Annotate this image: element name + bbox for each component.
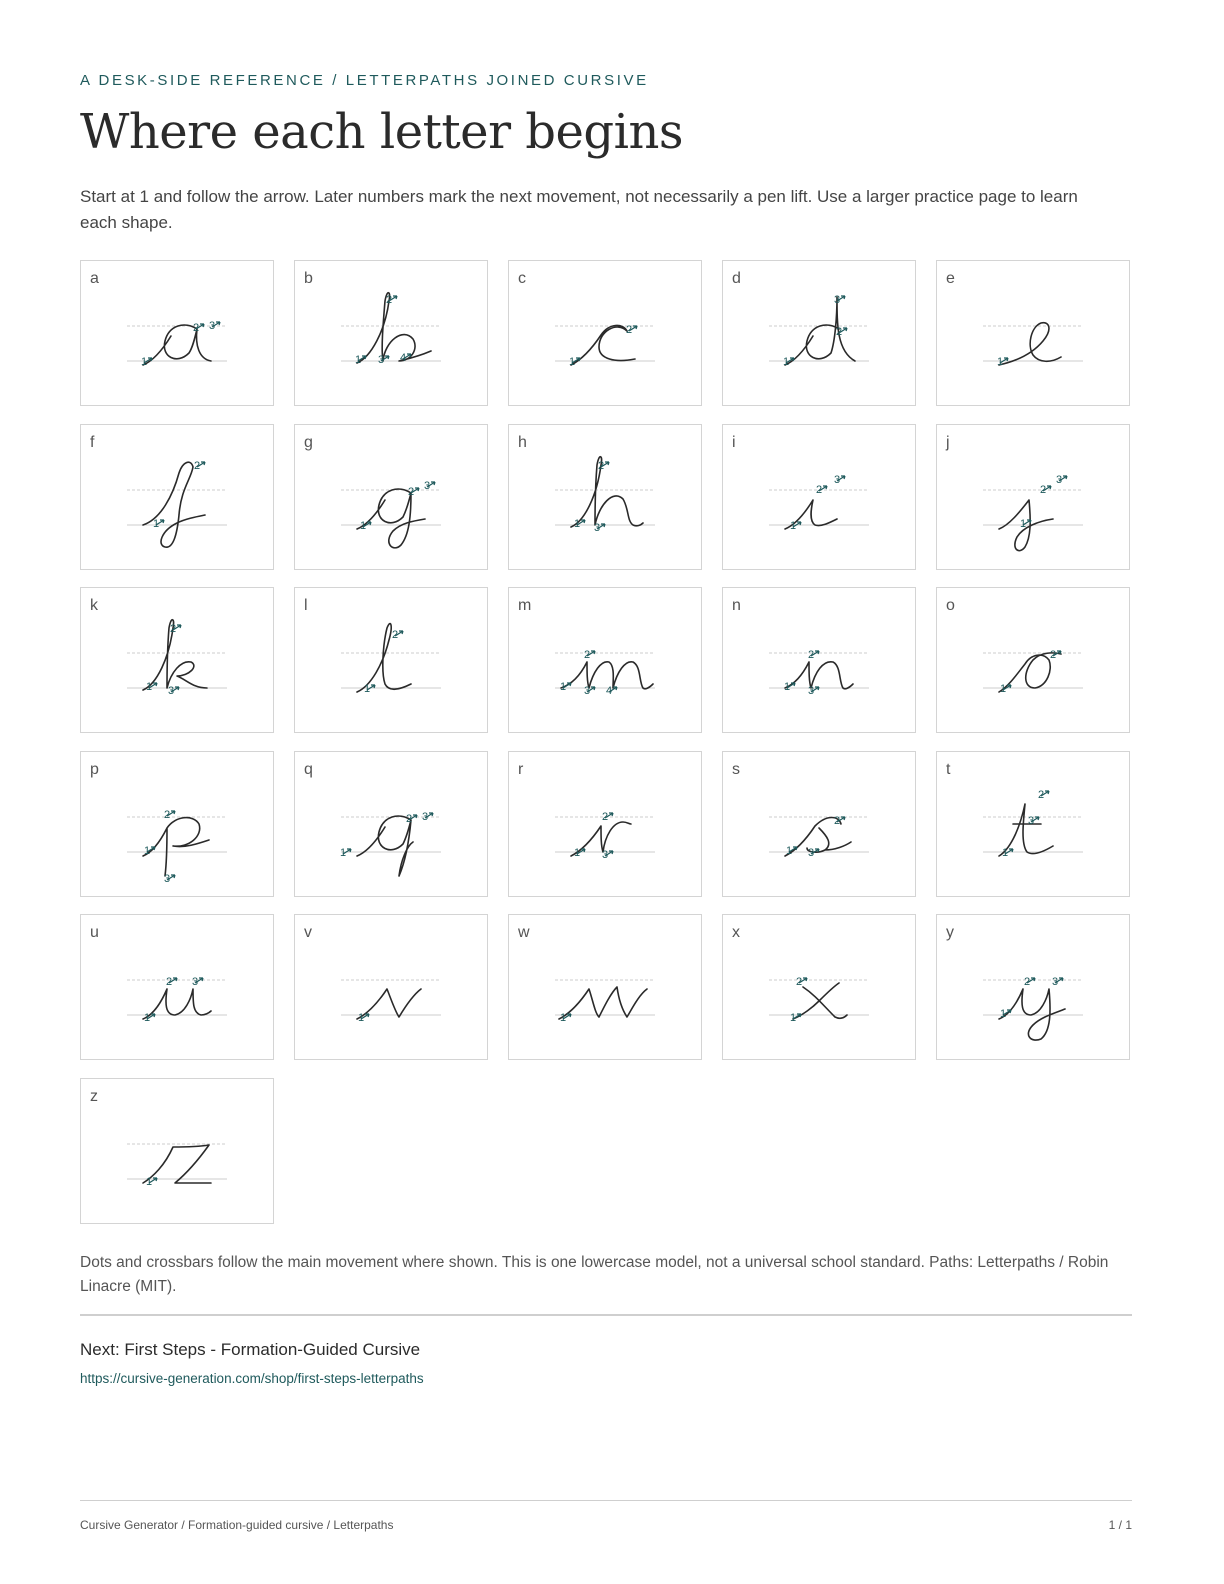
letter-diagram [937,588,1131,734]
letter-label: v [304,924,312,941]
letter-path [357,816,413,876]
letter-label: o [946,597,955,614]
letter-card-u [80,914,274,1060]
step-number: 1 [786,844,793,857]
letter-label: k [90,597,98,614]
letter-diagram [509,261,703,407]
step-number: 1 [1002,846,1009,859]
step-number: 3 [192,976,199,988]
letter-card-q [294,751,488,897]
letter-diagram [723,588,917,734]
letter-diagram [937,261,1131,407]
next-link[interactable]: https://cursive-generation.com/shop/first-steps-letterpaths [80,1371,424,1386]
letter-label: h [518,433,527,451]
step-number: 1 [355,354,362,366]
letter-label: l [304,597,308,614]
letter-diagram [509,425,703,571]
letter-label: e [946,270,955,287]
letter-label: r [518,760,524,778]
footer-divider [80,1500,1132,1501]
letter-diagram [723,425,917,571]
letter-label: b [304,270,313,287]
step-number: 2 [408,485,415,498]
letter-label: c [518,270,526,287]
step-number: 3 [424,479,431,492]
step-number: 2 [193,322,200,334]
step-number: 1 [340,846,347,859]
step-number: 1 [1000,1008,1007,1020]
step-number: 2 [584,649,591,661]
kicker: A DESK-SIDE REFERENCE / LETTERPATHS JOINED CURSIVE [80,72,649,89]
step-number: 3 [422,810,429,823]
step-number: 3 [1052,976,1059,988]
letter-card-y [936,914,1130,1060]
step-number: 1 [360,519,367,532]
letter-path [559,987,647,1019]
step-number: 2 [386,294,393,306]
letter-diagram [81,261,275,407]
step-number: 1 [1020,517,1027,530]
letter-path [357,489,425,548]
divider [80,1314,1132,1316]
step-number: 2 [626,324,633,336]
letter-card-a [80,260,274,406]
letter-card-j [936,424,1130,570]
step-number: 2 [1040,483,1047,496]
letter-diagram [937,425,1131,571]
step-number: 1 [146,681,153,693]
letter-label: y [946,924,954,941]
letter-path [785,297,855,365]
letter-diagram [509,588,703,734]
step-number: 2 [834,814,841,827]
step-number: 1 [790,519,797,532]
page-title: Where each letter begins [80,104,684,160]
step-number: 3 [378,354,385,366]
letter-label: z [90,1087,98,1105]
letter-label: q [304,760,313,778]
letter-label: t [946,760,951,778]
letter-label: w [518,924,530,941]
step-number: 2 [602,810,609,823]
step-number: 1 [784,681,791,693]
letter-diagram [81,1079,275,1225]
step-number: 3 [209,320,216,332]
letter-diagram [81,752,275,898]
step-number: 3 [1056,473,1063,486]
letter-card-d [722,260,916,406]
step-number: 1 [790,1012,797,1024]
step-number: 3 [834,294,841,306]
step-number: 1 [997,356,1004,368]
reference-page [80,0,1132,1584]
letter-path [571,456,643,526]
letter-diagram [295,915,489,1061]
letter-card-n [722,587,916,733]
footer-breadcrumb: Cursive Generator / Formation-guided cursive / Letterpaths [80,1518,394,1532]
letter-card-e [936,260,1130,406]
letter-diagram [295,425,489,571]
page-number: 1 / 1 [1108,1518,1132,1532]
step-number: 2 [1038,788,1045,801]
letter-diagram [295,261,489,407]
letter-label: a [90,270,99,287]
step-number: 1 [144,1012,151,1024]
letter-path [785,662,853,689]
step-number: 3 [834,473,841,486]
step-number: 4 [606,685,613,697]
footnote: Dots and crossbars follow the main movement where shown. This is one lowercase model, not a universal school standard. Paths: Letterpaths / Robin Linacre (MIT). [80,1254,1109,1295]
step-number: 2 [808,649,815,661]
letter-label: x [732,924,740,941]
letter-path [143,459,205,547]
step-number: 4 [400,352,407,364]
step-number: 2 [796,976,803,988]
letter-card-x [722,914,916,1060]
step-number: 3 [168,685,175,697]
step-number: 1 [141,356,148,368]
step-number: 1 [574,846,581,859]
step-number: 2 [392,629,399,641]
letter-path [793,983,847,1019]
letter-diagram [509,752,703,898]
letter-card-c [508,260,702,406]
letter-diagram [81,915,275,1061]
step-number: 2 [166,976,173,988]
letter-card-m [508,587,702,733]
letter-card-w [508,914,702,1060]
letter-label: i [732,433,736,451]
letter-card-t [936,751,1130,897]
letter-label: d [732,270,741,287]
step-number: 3 [164,872,171,885]
step-number: 3 [808,685,815,697]
letter-label: p [90,760,99,778]
letter-diagram [81,425,275,571]
letter-card-h [508,424,702,570]
step-number: 1 [144,844,151,857]
letter-label: g [304,433,313,451]
letter-diagram [509,915,703,1061]
letter-diagram [81,588,275,734]
step-number: 2 [194,459,201,472]
letter-path [357,293,431,363]
letter-diagram [295,752,489,898]
letter-label: j [946,433,950,451]
step-number: 1 [783,356,790,368]
step-number: 1 [146,1175,153,1188]
step-number: 3 [584,685,591,697]
letter-path [143,1145,211,1183]
letter-card-r [508,751,702,897]
letter-card-f [80,424,274,570]
letter-diagram [937,752,1131,898]
step-number: 1 [569,356,576,368]
next-title: Next: First Steps - Formation-Guided Cursive [80,1340,421,1359]
step-number: 3 [808,846,815,859]
intro-text: Start at 1 and follow the arrow. Later numbers mark the next movement, not necessarily a pen lift. Use a larger practice page to learn each shape. [80,187,1078,232]
letter-diagram [937,915,1131,1061]
step-number: 2 [836,326,843,338]
letter-diagram [295,588,489,734]
letter-label: u [90,924,99,941]
letter-card-k [80,587,274,733]
letter-card-z [80,1078,274,1224]
step-number: 2 [816,483,823,496]
step-number: 2 [1024,976,1031,988]
letter-label: m [518,597,532,614]
step-number: 3 [594,521,601,534]
letter-path [357,624,411,692]
letter-card-o [936,587,1130,733]
step-number: 1 [153,517,160,530]
letter-card-i [722,424,916,570]
letter-card-s [722,751,916,897]
step-number: 1 [560,681,567,693]
letter-label: f [90,433,95,451]
letter-diagram [723,261,917,407]
letter-path [143,325,211,365]
step-number: 1 [364,683,371,695]
letter-card-b [294,260,488,406]
step-number: 1 [1000,683,1007,695]
step-number: 3 [602,848,609,861]
letter-card-v [294,914,488,1060]
letter-label: s [732,760,740,778]
letter-card-l [294,587,488,733]
step-number: 3 [1028,814,1035,827]
step-number: 1 [560,1012,567,1024]
letter-label: n [732,597,741,614]
letter-card-p [80,751,274,897]
step-number: 2 [1050,649,1057,661]
step-number: 1 [358,1012,365,1024]
step-number: 2 [406,812,413,825]
step-number: 1 [574,517,581,530]
letter-card-g [294,424,488,570]
letter-diagram [723,752,917,898]
step-number: 2 [170,623,177,635]
step-number: 2 [164,808,171,821]
step-number: 2 [598,459,605,472]
letter-diagram [723,915,917,1061]
